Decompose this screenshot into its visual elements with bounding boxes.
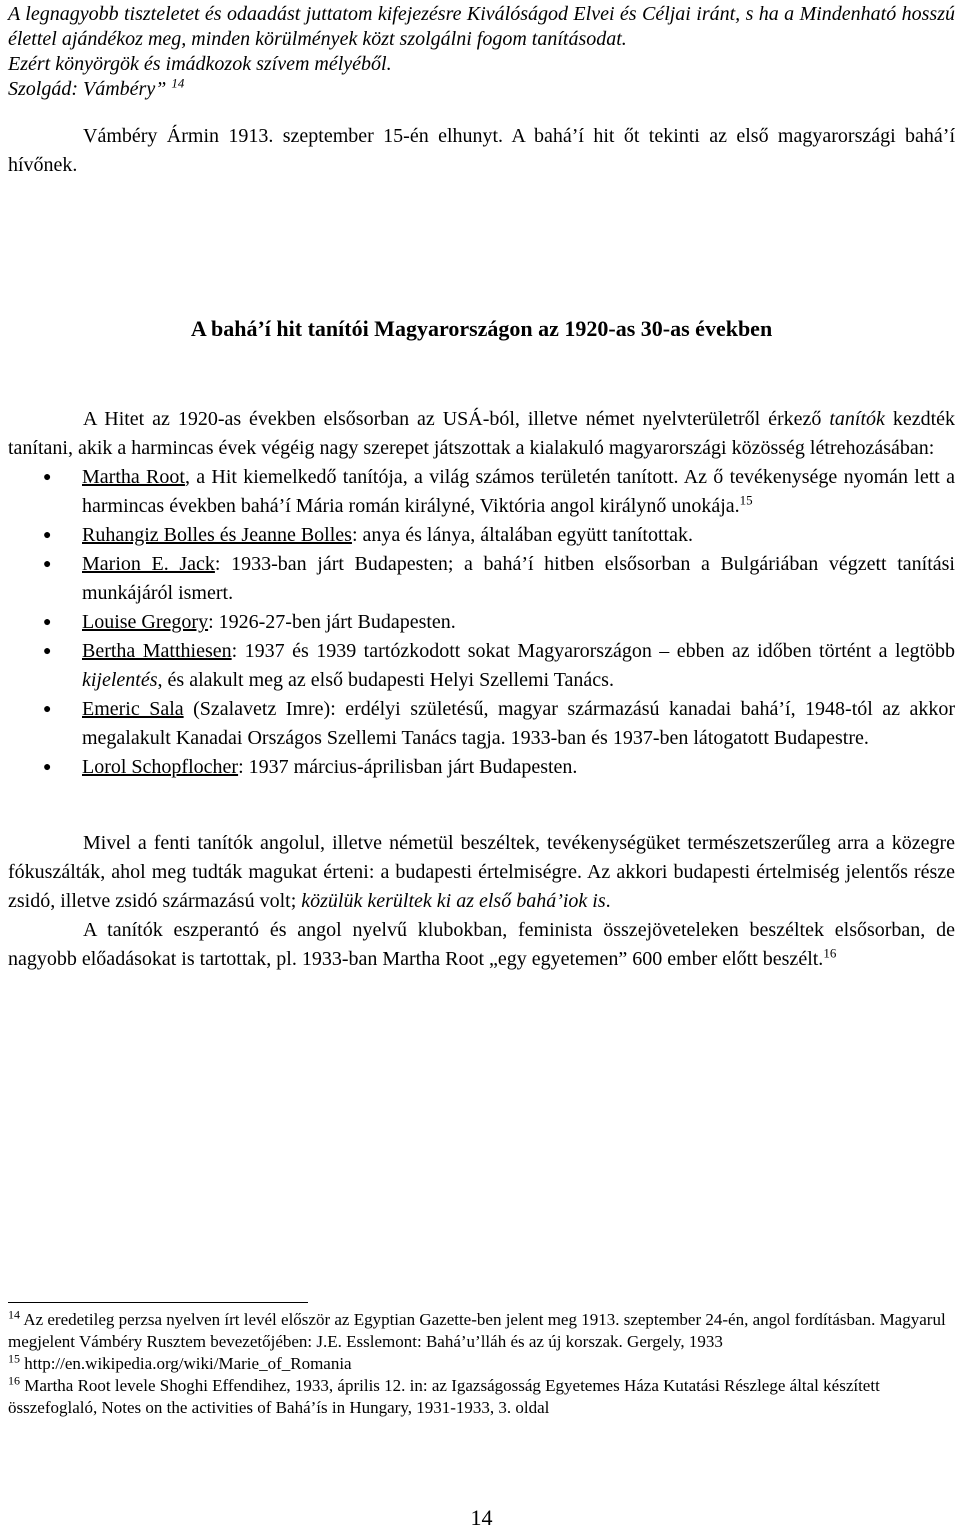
teacher-desc: : anya és lánya, általában együtt tanítottak. xyxy=(351,524,693,546)
footnote-ref-16[interactable]: 16 xyxy=(823,945,837,961)
list-item xyxy=(8,550,955,608)
list-item xyxy=(8,637,955,695)
list-item xyxy=(8,521,955,550)
death-note: Vámbéry Ármin 1913. szeptember 15-én elhunyt. A bahá’í hit őt tekinti az első magyarországi bahá’í hívőnek. xyxy=(8,125,955,176)
teacher-list xyxy=(8,463,955,782)
footnote-number: 14 xyxy=(8,1307,20,1322)
teacher-desc: (Szalavetz Imre): erdélyi születésű, magyar származású kanadai bahá’í, 1948-tól az akkor megalakult Kanadai Országos Szellemi Tanács tagja. 1933-ban és 1937-ben látogatott Budapestre. xyxy=(82,698,955,749)
teacher-name[interactable]: Ruhangiz Bolles és Jeanne Bolles xyxy=(82,524,352,546)
footnote-text: Az eredetileg perzsa nyelven írt levél először az Egyptian Gazette-ben jelent meg 1913. szeptember 24-én, angol fordításban. Magyarul megjelent Vámbéry Rusztem bevezetőjében: J.E. Esslemont: Bahá’u’lláh és az új korszak. Gergely, 1933 xyxy=(8,1310,946,1351)
body-text: Mivel a fenti tanítók angolul, illetve németül beszéltek, tevékenységüket természetszerűleg arra a közegre fókuszálták, ahol meg tudták magukat érteni: a budapesti értelmiségre. Az akkori budapesti értelmiség jelentős része zsidó, illetve zsidó származású volt; xyxy=(8,832,955,912)
main-content xyxy=(8,405,955,974)
letter-signature-line xyxy=(8,77,955,102)
footnote xyxy=(8,1309,955,1353)
list-item xyxy=(8,695,955,753)
body-text: A tanítók eszperantó és angol nyelvű klubokban, feminista összejöveteleken beszéltek elsősorban, de nagyobb előadásokat is tartottak, pl. 1933-ban Martha Root „egy egyetemen” 600 ember előtt beszélt. xyxy=(8,919,955,970)
teacher-desc: : 1933-ban járt Budapesten; a bahá’í hitben elsősorban a Bulgáriában végzett tanítási munkájáról ismert. xyxy=(82,553,955,604)
body-paragraph-2 xyxy=(8,916,955,974)
intro-text-2: kezdték tanítani, akik a harmincas évek végéig nagy szerepet játszottak a kialakuló magyarországi közösség létrehozásában: xyxy=(8,408,956,459)
list-item xyxy=(8,753,955,782)
teacher-desc: : 1926-27-ben járt Budapesten. xyxy=(208,611,456,633)
footnote-text: Martha Root levele Shoghi Effendihez, 1933, április 12. in: az Igazságosság Egyetemes Háza Kutatási Részlege által készített összefoglaló, Notes on the activities of Bahá’ís in Hungary, 1931-1933, 3. oldal xyxy=(8,1376,880,1417)
teacher-name[interactable]: Bertha Matthiesen xyxy=(82,640,232,662)
body-paragraph-1 xyxy=(8,829,955,916)
teacher-desc: , a Hit kiemelkedő tanítója, a világ számos területén tanított. Az ő tevékenysége nyomán lett a harmincas években bahá’í Mária román királyné, Viktória angol királynő unokája. xyxy=(82,466,955,517)
teacher-desc: : 1937 március-áprilisban járt Budapesten. xyxy=(238,756,578,778)
letter-line-1: A legnagyobb tiszteletet és odaadást juttatom kifejezésre Kiválóságod Elvei és Céljai iránt, s ha a Mindenható hosszú élettel ajándékoz meg, minden körülmények közt szolgálni fogom tanításodat. xyxy=(8,3,955,50)
page-number: 14 xyxy=(470,1505,493,1530)
teacher-name[interactable]: Martha Root xyxy=(82,466,185,488)
teacher-name[interactable]: Lorol Schopflocher xyxy=(82,756,239,778)
teacher-name[interactable]: Louise Gregory xyxy=(82,611,209,633)
teacher-name[interactable]: Emeric Sala xyxy=(82,698,184,720)
footnote-link[interactable]: http://en.wikipedia.org/wiki/Marie_of_Romania xyxy=(24,1354,352,1373)
body-italic: közülük kerültek ki az első bahá’iok is xyxy=(301,890,606,912)
intro-italic: tanítók xyxy=(829,408,885,430)
body-text-end: . xyxy=(605,890,611,912)
footnote-number: 15 xyxy=(8,1351,20,1366)
footnote xyxy=(8,1353,955,1375)
teacher-name[interactable]: Marion E. Jack xyxy=(82,553,215,575)
intro-text-1: A Hitet az 1920-as években elsősorban az USÁ-ból, illetve német nyelvterületről érkező xyxy=(83,408,830,430)
footnote-divider xyxy=(8,1302,308,1303)
document-page xyxy=(8,0,955,1530)
list-item xyxy=(8,463,955,521)
footnote-number: 16 xyxy=(8,1373,20,1388)
teacher-desc-italic: kijelentés xyxy=(82,669,158,691)
footnote xyxy=(8,1375,955,1419)
letter-signature: Szolgád: Vámbéry” xyxy=(8,78,167,100)
teacher-desc: : 1937 és 1939 tartózkodott sokat Magyarországon – ebben az időben történt a legtöbb xyxy=(231,640,956,662)
footnote-ref-14[interactable]: 14 xyxy=(171,75,185,91)
intro-paragraph xyxy=(8,405,955,463)
footnotes xyxy=(8,1302,955,1419)
footnote-ref-15[interactable]: 15 xyxy=(739,492,753,508)
letter-line-2: Ezért könyörgök és imádkozok szívem mélyéből. xyxy=(8,53,392,75)
letter-quote xyxy=(8,0,955,102)
teacher-desc-end: , és alakult meg az első budapesti Helyi Szellemi Tanács. xyxy=(157,669,614,691)
list-item xyxy=(8,608,955,637)
section-heading: A bahá’í hit tanítói Magyarországon az 1920-as 30-as években xyxy=(190,316,773,341)
